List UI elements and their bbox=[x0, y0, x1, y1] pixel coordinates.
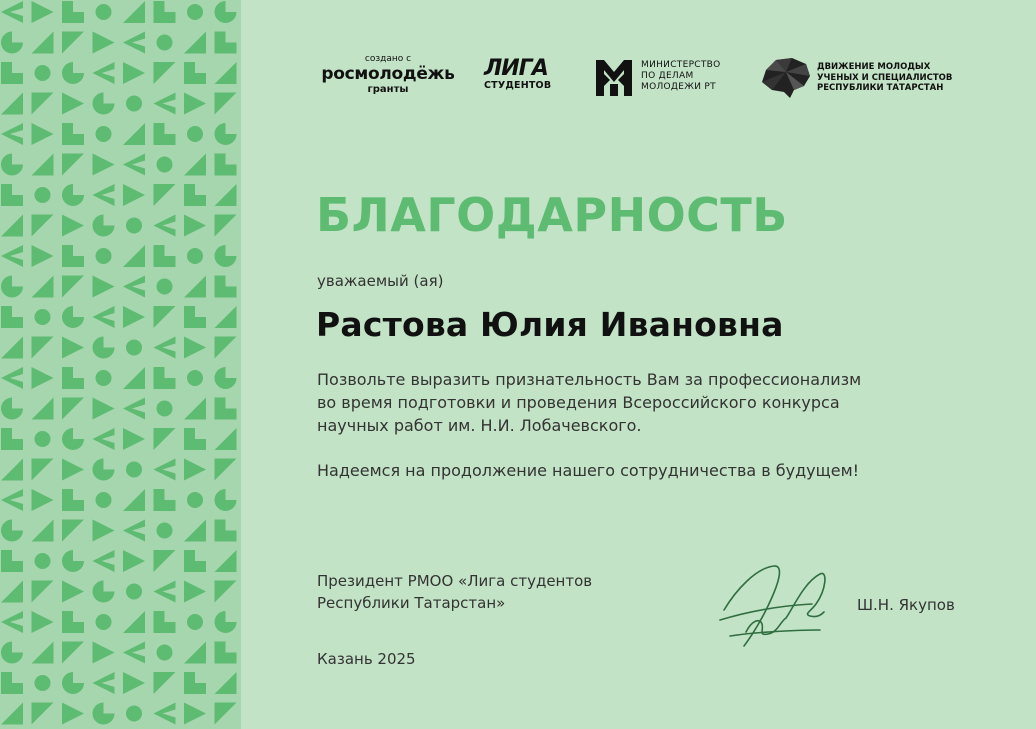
rosmolodezh-main: росмолодёжь bbox=[321, 64, 455, 84]
dvizhenie-line-3: РЕСПУБЛИКИ ТАТАРСТАН bbox=[817, 83, 944, 93]
pattern-shape bbox=[35, 431, 51, 447]
decorative-pattern bbox=[0, 0, 241, 729]
pattern-shape bbox=[96, 614, 112, 630]
pattern-shape bbox=[96, 248, 112, 264]
pattern-shape bbox=[126, 462, 142, 478]
pattern-shape bbox=[157, 401, 173, 417]
pattern-shape bbox=[187, 126, 203, 142]
rosmolodezh-bottom: гранты bbox=[367, 84, 409, 95]
pattern-shape bbox=[126, 218, 142, 234]
signer-name: Ш.Н. Якупов bbox=[857, 596, 955, 614]
body-line-3: научных работ им. Н.И. Лобачевского. bbox=[317, 416, 642, 435]
pattern-shape bbox=[96, 126, 112, 142]
liga-logo bbox=[484, 58, 566, 92]
rosmolodezh-logo bbox=[318, 54, 458, 95]
pattern-shape bbox=[157, 279, 173, 295]
pattern-shape bbox=[157, 35, 173, 51]
certificate-title: БЛАГОДАРНОСТЬ bbox=[316, 188, 788, 242]
certificate-body bbox=[317, 368, 957, 482]
body-line-1: Позвольте выразить признательность Вам за профессионализм bbox=[317, 370, 862, 389]
brain-emblem-icon bbox=[760, 56, 812, 100]
pattern-shape bbox=[187, 370, 203, 386]
dvizhenie-line-2: УЧЕНЫХ И СПЕЦИАЛИСТОВ bbox=[817, 72, 953, 83]
pattern-shape bbox=[96, 492, 112, 508]
pattern-shape bbox=[157, 157, 173, 173]
signer-position bbox=[317, 570, 592, 614]
position-line-2: Республики Татарстан» bbox=[317, 594, 506, 612]
pattern-shape bbox=[157, 645, 173, 661]
ministry-line-2: ПО ДЕЛАМ bbox=[641, 71, 694, 81]
liga-bottom: СТУДЕНТОВ bbox=[484, 80, 552, 91]
signature-icon bbox=[716, 560, 836, 655]
pattern-shape bbox=[35, 309, 51, 325]
rosmolodezh-top: создано с bbox=[364, 54, 412, 64]
pattern-shape bbox=[187, 248, 203, 264]
pattern-shape bbox=[187, 4, 203, 20]
city-year: Казань 2025 bbox=[317, 650, 416, 668]
body-line-2: во время подготовки и проведения Всероссийского конкурса bbox=[317, 393, 840, 412]
dvizhenie-line-1: ДВИЖЕНИЕ МОЛОДЫХ bbox=[817, 62, 931, 72]
pattern-shape bbox=[126, 706, 142, 722]
ministry-emblem-icon bbox=[596, 60, 632, 96]
liga-main: ЛИГА bbox=[484, 56, 548, 81]
pattern-shape bbox=[35, 675, 51, 691]
position-line-1: Президент РМОО «Лига студентов bbox=[317, 572, 593, 590]
ministry-line-1: МИНИСТЕРСТВО bbox=[641, 60, 721, 70]
recipient-name: Растова Юлия Ивановна bbox=[316, 305, 784, 344]
pattern-shape bbox=[126, 584, 142, 600]
pattern-shape bbox=[126, 340, 142, 356]
pattern-shape bbox=[96, 370, 112, 386]
salutation: уважаемый (ая) bbox=[317, 272, 444, 290]
ministry-logo bbox=[596, 58, 746, 98]
pattern-shape bbox=[96, 4, 112, 20]
logo-bar bbox=[0, 52, 1036, 102]
pattern-shape bbox=[187, 614, 203, 630]
dvizhenie-logo bbox=[760, 56, 970, 100]
pattern-shape bbox=[35, 187, 51, 203]
pattern-shape bbox=[157, 523, 173, 539]
pattern-shape bbox=[187, 492, 203, 508]
closing-text: Надеемся на продолжение нашего сотрудничества в будущем! bbox=[317, 461, 860, 480]
ministry-line-3: МОЛОДЕЖИ РТ bbox=[641, 82, 716, 92]
pattern-shape bbox=[35, 553, 51, 569]
